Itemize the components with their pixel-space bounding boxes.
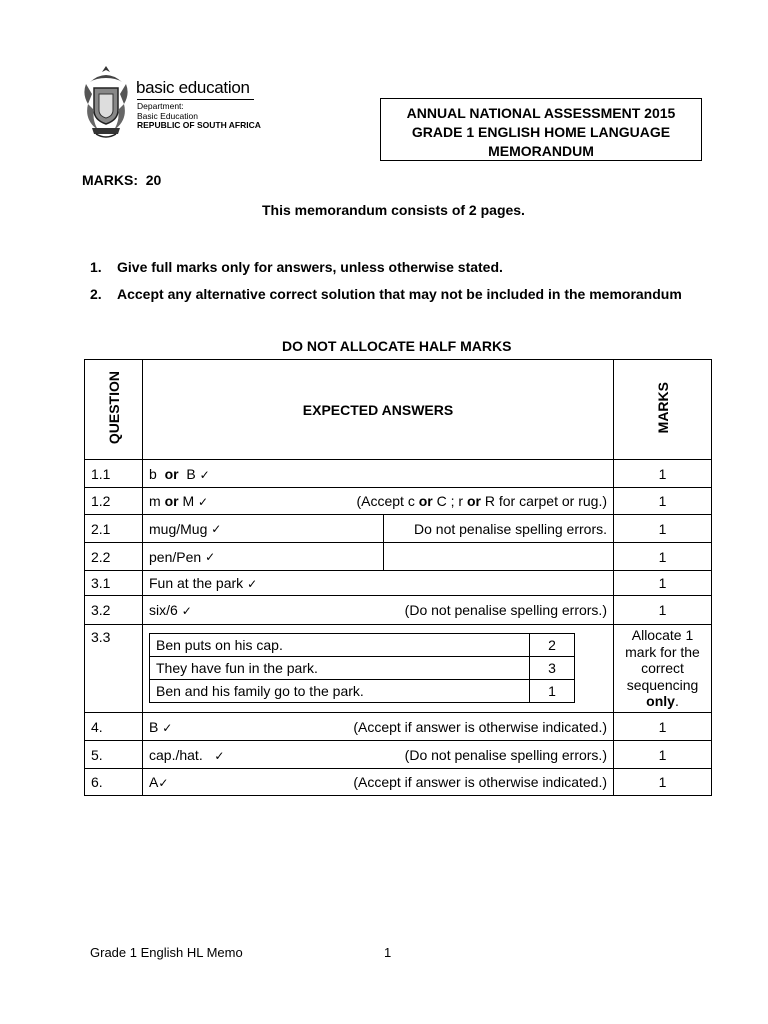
coat-of-arms-icon [82,64,130,140]
footer-title: Grade 1 English HL Memo [90,945,243,960]
table-row [85,713,712,741]
allocation-note [614,625,712,713]
question-number: 2.1 [85,515,143,543]
answer-text: mug/Mug [149,520,208,537]
sequence-row [150,634,575,657]
tick-icon: ✓ [181,604,192,618]
or-text: or [466,493,481,509]
question-number: 3.3 [85,625,143,713]
answer-group [149,774,168,790]
answer-note: (Do not penalise spelling errors.) [404,602,607,618]
sequence-sentence: Ben puts on his cap. [150,634,530,657]
sequence-sentence: They have fun in the park. [150,657,530,680]
title-line2: GRADE 1 ENGLISH HOME LANGUAGE [411,124,671,140]
answer-cell [143,543,614,571]
table-row [85,769,712,796]
or-text: or [164,465,179,482]
allocation-only: only [646,693,675,710]
tick-icon: ✓ [214,748,225,763]
mark-value: 1 [614,543,712,571]
note-text: (Accept c [356,493,415,509]
answer-note: (Accept if answer is otherwise indicated.) [353,774,607,790]
answer-note: (Accept if answer is otherwise indicated.) [353,718,607,735]
table-row [85,741,712,769]
logo-dept-line1: Department: [137,101,184,111]
table-row [85,625,712,713]
answer-text: six/6 [149,602,178,618]
tick-icon: ✓ [247,577,258,591]
answer-note [356,493,607,509]
tick-icon: ✓ [158,776,169,790]
mark-value: 1 [614,488,712,515]
or-text: or [418,493,433,509]
table-header-row [85,360,712,460]
marks-header-label: MARKS [654,382,671,434]
answer-group [149,719,172,735]
or-text: or [164,493,179,509]
note-text: R for carpet or rug.) [484,493,607,509]
mark-value: 1 [614,713,712,741]
answer-cell [143,460,614,488]
answer-cell [143,769,614,796]
question-header [85,360,143,460]
department-logo [82,64,261,142]
answer-text: Fun at the park [149,575,244,591]
answer-note: (Do not penalise spelling errors.) [404,746,607,763]
tick-icon: ✓ [162,720,173,735]
table-row [85,596,712,625]
sequence-sentence: Ben and his family go to the park. [150,680,530,703]
page-count-note: This memorandum consists of 2 pages. [262,202,525,218]
table-row [85,460,712,488]
total-marks: MARKS: 20 [82,172,162,188]
question-number: 1.2 [85,488,143,515]
answer-text: A [149,774,159,790]
answer-text: B [149,718,159,735]
question-header-label: QUESTION [105,371,122,445]
answer-group [149,747,224,763]
instruction-1 [90,259,503,275]
sequence-number: 1 [530,680,575,703]
note-text: C ; r [436,493,464,509]
allocation-line-last [620,693,705,710]
answer-cell [143,515,614,543]
table-row [85,488,712,515]
sequence-table [149,633,575,703]
table-row [85,515,712,543]
sequence-cell [143,625,614,713]
question-number: 3.1 [85,571,143,596]
tick-icon: ✓ [199,467,210,482]
question-number: 2.2 [85,543,143,571]
instruction-2 [90,286,682,302]
page-number: 1 [384,945,392,960]
answer-note: Do not penalise spelling errors. [414,520,607,537]
question-number: 1.1 [85,460,143,488]
allocation-line: Allocate 1 [631,627,694,644]
marks-header [614,360,712,460]
mark-value: 1 [614,460,712,488]
question-number: 6. [85,769,143,796]
answer-text: b [149,465,157,482]
mark-value: 1 [614,571,712,596]
answer-text: cap./hat. [149,746,203,763]
instruction-text: Give full marks only for answers, unless otherwise stated. [117,259,503,275]
logo-brand-text: basic education [136,78,250,97]
answer-text: m [149,493,161,509]
answer-text: M [182,493,195,509]
table-row [85,571,712,596]
title-line1: ANNUAL NATIONAL ASSESSMENT 2015 [406,105,676,121]
instruction-text: Accept any alternative correct solution that may not be included in the memorandum [117,286,682,302]
instruction-number: 1. [90,259,102,275]
answer-cell [143,713,614,741]
answer-cell [143,596,614,625]
allocation-period: . [674,693,679,710]
allocation-line: mark for the [625,643,700,660]
sequence-number: 3 [530,657,575,680]
mark-value: 1 [614,769,712,796]
title-line3: MEMORANDUM [488,143,594,159]
tick-icon: ✓ [205,549,216,564]
answer-cell [143,741,614,769]
mark-value: 1 [614,596,712,625]
no-half-marks-heading: DO NOT ALLOCATE HALF MARKS [282,338,512,354]
answer-text-wrap [143,515,384,542]
answer-group [149,493,208,509]
answer-cell [143,488,614,515]
answer-text: pen/Pen [149,548,202,565]
question-number: 5. [85,741,143,769]
logo-country: REPUBLIC OF SOUTH AFRICA [137,120,261,130]
table-row [85,543,712,571]
logo-rule [137,99,254,100]
answer-text-wrap [143,543,384,570]
logo-department-text [137,102,261,131]
logo-dept-line2: Basic Education [137,110,198,121]
mark-value: 1 [614,515,712,543]
memorandum-table [84,359,712,796]
question-number: 4. [85,713,143,741]
answer-cell [143,571,614,596]
sequence-number: 2 [530,634,575,657]
allocation-line: correct [641,660,684,677]
question-number: 3.2 [85,596,143,625]
mark-value: 1 [614,741,712,769]
answer-text: B [186,465,196,482]
expected-answers-header: EXPECTED ANSWERS [143,360,614,460]
answer-group [149,602,192,618]
empty-note [384,543,613,570]
instruction-number: 2. [90,286,102,302]
tick-icon: ✓ [198,495,209,509]
sequence-row [150,657,575,680]
allocation-line: sequencing [626,676,699,693]
sequence-row [150,680,575,703]
title-box [380,98,702,161]
tick-icon: ✓ [211,521,222,536]
